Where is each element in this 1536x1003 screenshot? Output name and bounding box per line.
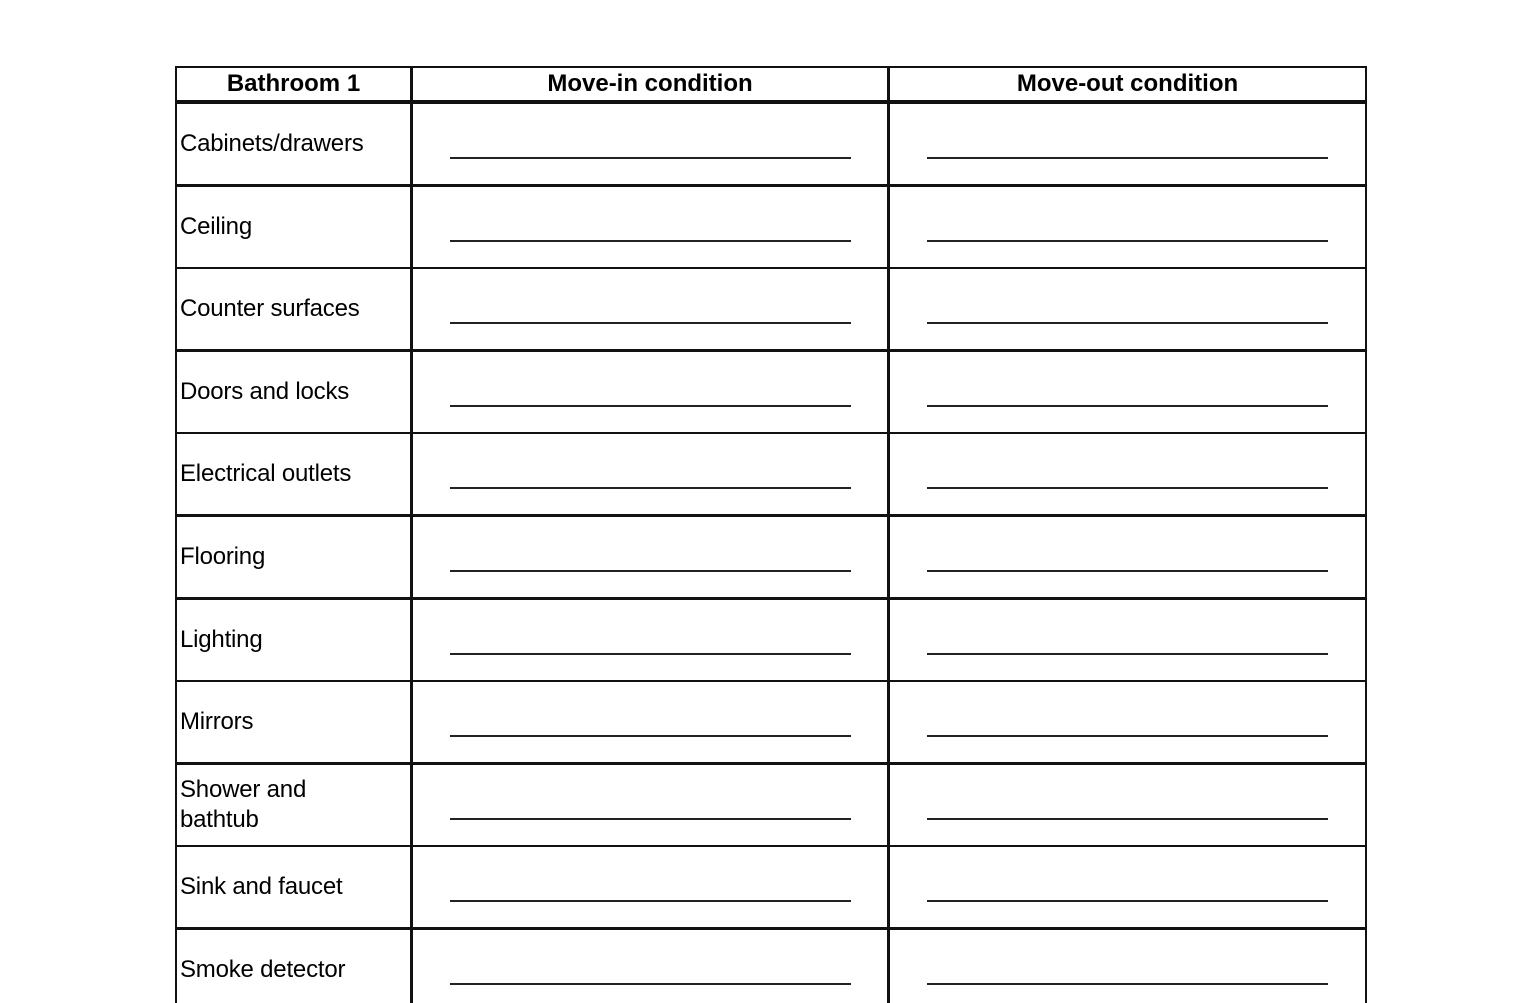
item-name: Mirrors xyxy=(180,708,254,735)
item-name: Cabinets/drawers xyxy=(180,130,364,157)
item-name: Sink and faucet xyxy=(180,873,343,900)
row-item-label xyxy=(175,102,412,186)
move-in-cell[interactable] xyxy=(411,680,889,764)
move-in-fill-line[interactable] xyxy=(450,735,851,737)
move-out-cell[interactable] xyxy=(888,680,1367,764)
move-out-cell[interactable] xyxy=(888,350,1367,434)
move-out-fill-line[interactable] xyxy=(927,983,1328,985)
move-in-fill-line[interactable] xyxy=(450,983,851,985)
move-out-cell[interactable] xyxy=(888,845,1367,929)
item-name: Shower and bathtub xyxy=(180,776,307,833)
header-bathroom: Bathroom 1 xyxy=(175,66,412,102)
move-out-fill-line[interactable] xyxy=(927,735,1328,737)
move-in-cell[interactable] xyxy=(411,598,889,682)
move-in-fill-line[interactable] xyxy=(450,405,851,407)
row-item-label xyxy=(175,763,412,847)
move-in-fill-line[interactable] xyxy=(450,240,851,242)
move-out-fill-line[interactable] xyxy=(927,157,1328,159)
move-out-cell[interactable] xyxy=(888,928,1367,1003)
item-name: Counter surfaces xyxy=(180,295,360,322)
item-name: Flooring xyxy=(180,543,266,570)
move-in-fill-line[interactable] xyxy=(450,157,851,159)
move-in-cell[interactable] xyxy=(411,350,889,434)
move-out-fill-line[interactable] xyxy=(927,900,1328,902)
move-in-fill-line[interactable] xyxy=(450,900,851,902)
row-item-label xyxy=(175,432,412,516)
move-out-fill-line[interactable] xyxy=(927,570,1328,572)
header-move-out-condition: Move-out condition xyxy=(888,66,1367,102)
move-in-fill-line[interactable] xyxy=(450,570,851,572)
move-out-fill-line[interactable] xyxy=(927,405,1328,407)
move-out-cell[interactable] xyxy=(888,102,1367,186)
move-out-cell[interactable] xyxy=(888,185,1367,269)
move-out-fill-line[interactable] xyxy=(927,653,1328,655)
move-out-fill-line[interactable] xyxy=(927,818,1328,820)
item-name: Lighting xyxy=(180,626,263,653)
move-in-cell[interactable] xyxy=(411,845,889,929)
move-in-cell[interactable] xyxy=(411,928,889,1003)
move-out-cell[interactable] xyxy=(888,432,1367,516)
move-out-fill-line[interactable] xyxy=(927,322,1328,324)
row-item-label xyxy=(175,598,412,682)
move-in-cell[interactable] xyxy=(411,267,889,351)
move-out-fill-line[interactable] xyxy=(927,240,1328,242)
move-in-fill-line[interactable] xyxy=(450,487,851,489)
row-item-label xyxy=(175,680,412,764)
move-in-cell[interactable] xyxy=(411,102,889,186)
item-name: Electrical outlets xyxy=(180,460,352,487)
move-in-cell[interactable] xyxy=(411,432,889,516)
move-in-fill-line[interactable] xyxy=(450,322,851,324)
row-item-label xyxy=(175,350,412,434)
move-out-cell[interactable] xyxy=(888,515,1367,599)
move-in-cell[interactable] xyxy=(411,185,889,269)
row-item-label xyxy=(175,185,412,269)
row-item-label xyxy=(175,267,412,351)
item-name: Doors and locks xyxy=(180,378,350,405)
row-item-label xyxy=(175,845,412,929)
item-name: Smoke detector xyxy=(180,956,346,983)
move-in-cell[interactable] xyxy=(411,515,889,599)
move-in-cell[interactable] xyxy=(411,763,889,847)
move-out-cell[interactable] xyxy=(888,267,1367,351)
move-out-fill-line[interactable] xyxy=(927,487,1328,489)
item-name: Ceiling xyxy=(180,213,252,240)
header-move-in-condition: Move-in condition xyxy=(411,66,889,102)
move-out-cell[interactable] xyxy=(888,763,1367,847)
row-item-label xyxy=(175,515,412,599)
move-out-cell[interactable] xyxy=(888,598,1367,682)
move-in-fill-line[interactable] xyxy=(450,818,851,820)
move-in-fill-line[interactable] xyxy=(450,653,851,655)
row-item-label xyxy=(175,928,412,1003)
